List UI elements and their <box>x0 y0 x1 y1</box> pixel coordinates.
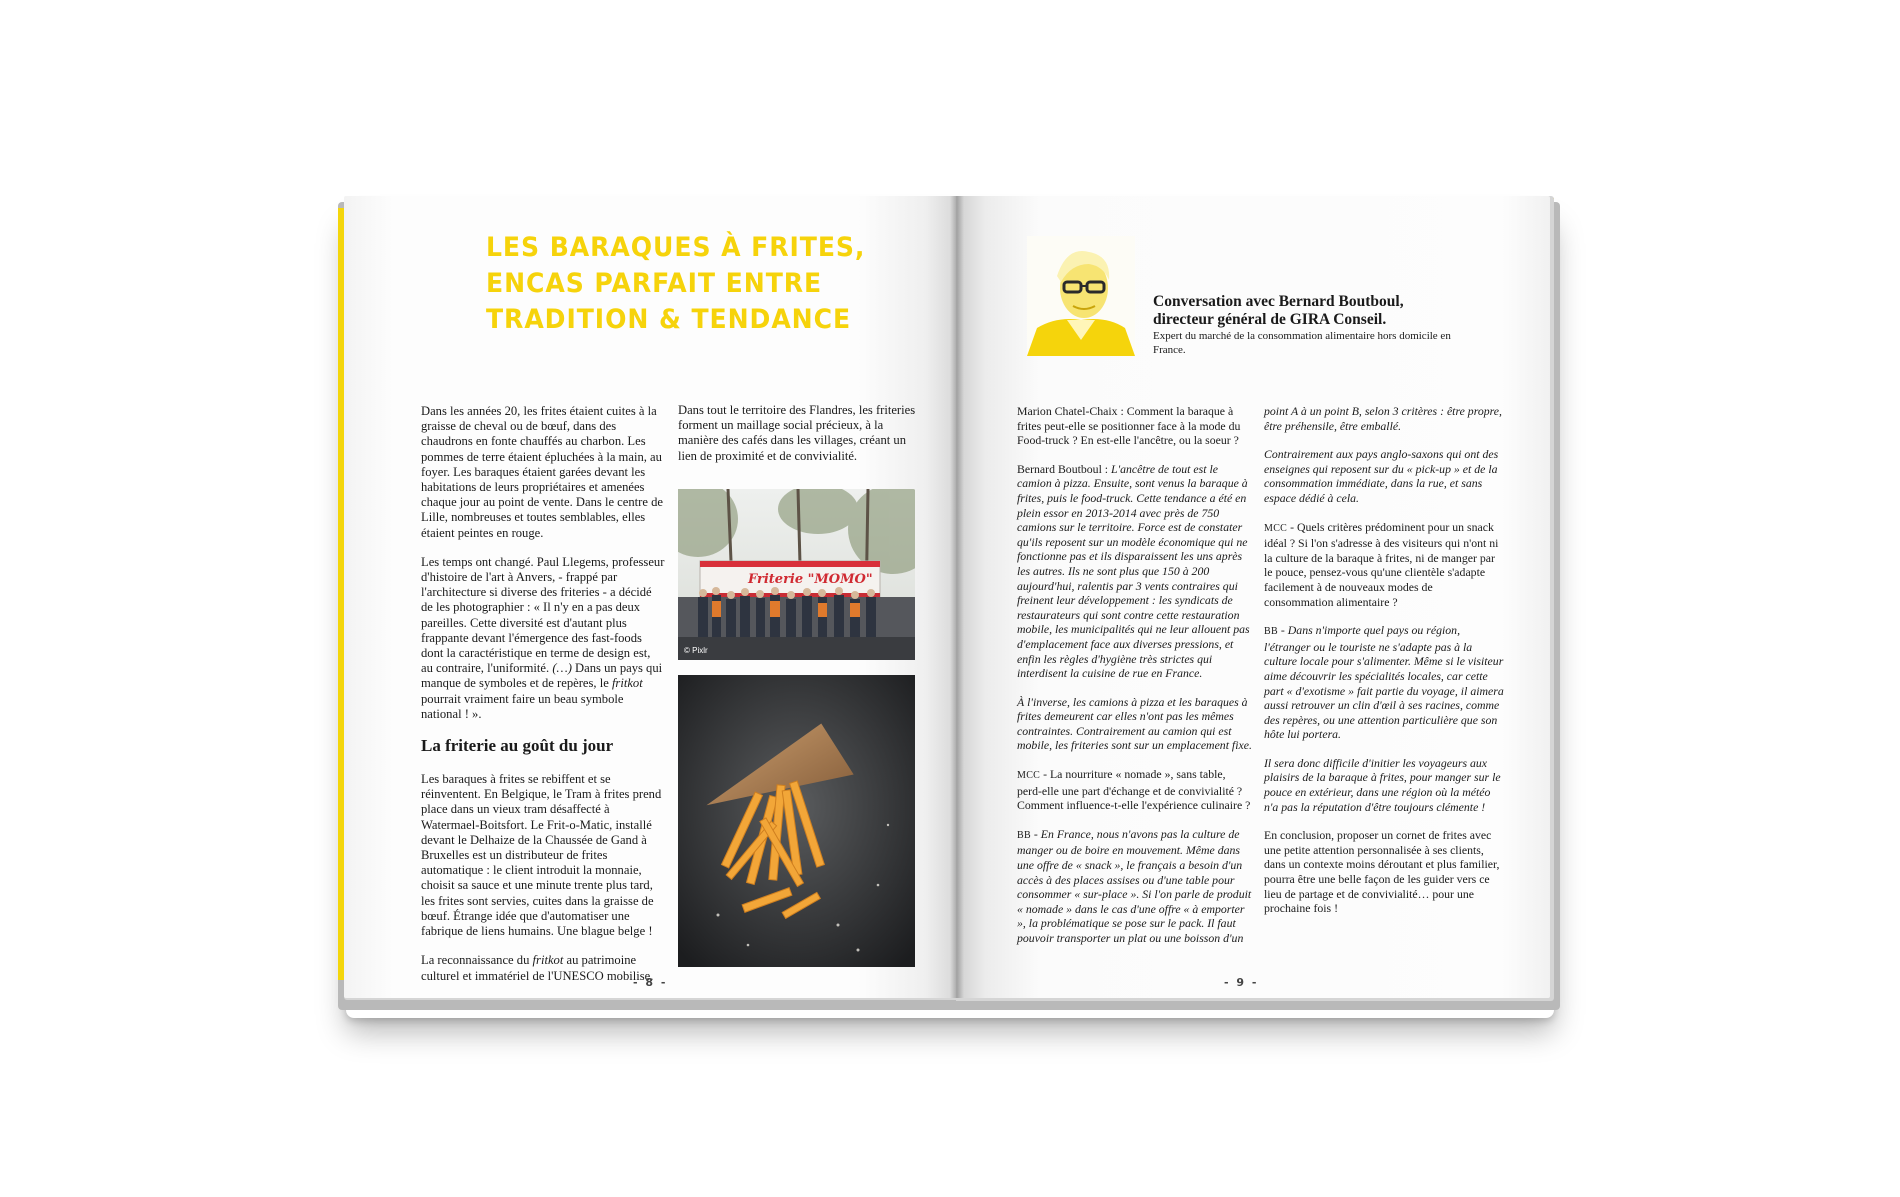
fries-cone-photo <box>678 675 915 967</box>
question-1: Marion Chatel-Chaix : Comment la baraque à frites peut-elle se positionner face à la mode du Food-truck ? En est-elle l'ancêtre, ou la soeur ? <box>1017 404 1241 448</box>
answer-1b: À l'inverse, les camions à pizza et les baraques à frites demeurent car elles n'ont pas les mêmes contraintes. Contrairement au camion qui est mobile, les friteries sont sur un emplacement fixe. <box>1017 694 1252 753</box>
paragraph-reinvent: Les baraques à frites se rebiffent et se réinventent. En Belgique, le Tram à frites prend place dans un vieux tram désaffecté à Watermael-Boitsfort. Le Frit-o-Matic, installé devant le Delhaize de la Chaussée de Gand à Bruxelles est un distributeur de frites automatique : le client introduit la monnaie, choisit sa sauce et une minute trente plus tard, les frites sont servies, cuites dans la graisse de bœuf. Étrange idée que d'automatiser une fabrique de liens humains. Une blague belge ! <box>421 772 662 939</box>
right-column-d <box>1264 404 1504 930</box>
page-number-left: - 8 - <box>633 976 668 989</box>
interview-title: Conversation avec Bernard Boutboul, directeur général de GIRA Conseil. <box>1153 293 1404 328</box>
photo-credit: © Pixlr <box>684 646 708 655</box>
book-gutter <box>950 196 964 998</box>
interview-subtitle: Expert du marché de la consommation alimentaire hors domicile en France. <box>1153 330 1451 356</box>
headline <box>486 230 956 338</box>
paragraph-llegems: Les temps ont changé. Paul Llegems, professeur d'histoire de l'art à Anvers, - frappé par l'architecture si diverse des friteries - a décidé de les photographier : « Il n'y en a pas deux pareilles. Cette diversité est d'autant plus frappante devant l'émergence des fast-foods dont la caractéristique en terme de design est, au contraire, l'uniformité. (…) Dans un pays qui manque de symboles et de repères, le fritkot pourrait vraiment faire un beau symbole national ! ». <box>421 554 665 721</box>
page-number-right: - 9 - <box>1224 976 1259 989</box>
conclusion: En conclusion, proposer un cornet de frites avec une petite attention personnalisée à ses clients, dans un contexte moins déroutant et plus familier, pourra être une belle façon de les guider vers ce lieu de partage et de convivialité… pour une prochaine fois ! <box>1264 828 1500 916</box>
headline-line-1: LES BARAQUES À FRITES, <box>486 232 866 263</box>
headline-line-2: ENCAS PARFAIT ENTRE <box>486 268 823 299</box>
question-3: MCC - Quels critères prédominent pour un snack idéal ? Si l'on s'adresse à des visiteurs qui n'ont ni la culture de la baraque à frites, ni de manger par le pouce, pensez-vous qu'une clientèle s'adapte facilement à de nouveaux modes de consommation alimentaire ? <box>1264 519 1499 609</box>
portrait-photo <box>1027 236 1135 356</box>
answer-3b: Il sera donc difficile d'initier les voyageurs aux plaisirs de la baraque à frites, pour manger sur le pouce en extérieur, dans une région où la météo n'a pas la réputation d'être toujours clémente ! <box>1264 755 1501 814</box>
answer-1: Bernard Boutboul : L'ancêtre de tout est le camion à pizza. Ensuite, sont venus la baraque à frites, puis le food-truck. Cette tendance a été en plein essor en 2013-2014 avec près de 750 camions sur le territoire. Force est de constater qu'ils reposent sur un modèle économique qui ne fonctionne pas et ils disparaissent les uns après les autres. Ils ne sont plus que 150 à 200 aujourd'hui, ralentis par 3 vents contraires qui freinent leur développement : les syndicats de restaurateurs qui sont contre cette restauration mobile, les municipalités qui ne leur allouent pas d'emplacement face aux diverses pressions, et enfin les règles d'hygiène très strictes qui interdisent la cuisine de rue en France. <box>1017 461 1250 681</box>
friterie-photo <box>678 489 915 660</box>
paragraph-history: Dans les années 20, les frites étaient cuites à la graisse de cheval ou de bœuf, dans des chaudrons en fonte chauffés au charbon. Les pommes de terre étaient épluchées à la main, au foyer. Les baraques étaient garées devant les habitations de leurs propriétaires et amenées chaque jour au point de vente. Dans le centre de Lille, nombreuses et toutes semblables, elles étaient peintes en rouge. <box>421 404 663 540</box>
answer-2b: Contrairement aux pays anglo-saxons qui ont des enseignes qui reposent sur du « pick-up » et de la consommation immédiate, dans la rue, et sans espace dédié à cela. <box>1264 447 1499 505</box>
left-column-b <box>678 403 918 478</box>
subhead-friterie: La friterie au goût du jour <box>421 736 614 756</box>
paragraph-unesco: La reconnaissance du fritkot au patrimoine culturel et immatériel de l'UNESCO mobilise. <box>421 953 654 983</box>
headline-line-3: TRADITION & TENDANCE <box>486 304 852 335</box>
left-column-a <box>421 404 668 998</box>
question-2: MCC - La nourriture « nomade », sans table, perd-elle une part d'échange et de convivialité ? Comment influence-t-elle l'expérience culinaire ? <box>1017 767 1251 813</box>
paragraph-flandres: Dans tout le territoire des Flandres, les friteries forment un maillage social précieux, à la manière des cafés dans les villages, créant un lien de proximité et de convivialité. <box>678 403 916 463</box>
answer-3: BB - Dans n'importe quel pays ou région, l'étranger ou le touriste ne s'adapte pas à la culture locale pour s'alimenter. Même si le visiteur aime découvrir les spécialités locales, car cette part « d'exotisme » fait partie du voyage, il aimera aussi retrouver un clin d'œil à ses racines, comme des repères, ou une attention particulière que son hôte lui portera. <box>1264 623 1504 742</box>
right-column-c <box>1017 404 1252 960</box>
answer-2: BB - En France, nous n'avons pas la culture de manger ou de boire en mouvement. Même dans une offre de « snack », le français a besoin d'un accès à des places assises ou d'une table pour consommer « sur-place ». Si l'on parle de produit « nomade » dans le cas d'une offre « à emporter », la problématique se pose sur le pack. Il faut pouvoir transporter un plat ou une boisson d'un <box>1017 826 1252 945</box>
truck-sign: Friterie "MOMO" <box>748 572 873 587</box>
answer-2-continued: point A à un point B, selon 3 critères : être propre, être préhensile, être emballé. <box>1264 404 1502 433</box>
